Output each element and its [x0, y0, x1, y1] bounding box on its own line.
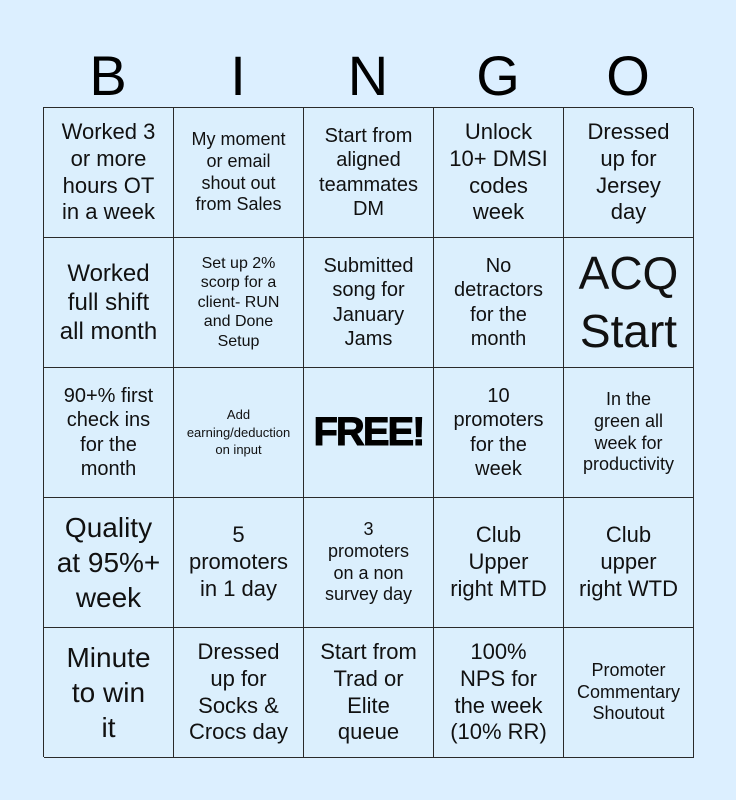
- bingo-cell-r5-c4[interactable]: 100% NPS for the week (10% RR): [434, 628, 564, 758]
- bingo-cell-r2-c2[interactable]: Set up 2% scorp for a client- RUN and Done Setup: [174, 238, 304, 368]
- header-letter-o: O: [606, 44, 650, 107]
- header-letter-i: I: [230, 44, 246, 107]
- header-letter-g: G: [476, 44, 520, 107]
- bingo-cell-r3-c1[interactable]: 90+% first check ins for the month: [44, 368, 174, 498]
- bingo-cell-r4-c1[interactable]: Quality at 95%+ week: [44, 498, 174, 628]
- free-space[interactable]: FREE!: [304, 368, 434, 498]
- bingo-cell-r1-c1[interactable]: Worked 3 or more hours OT in a week: [44, 108, 174, 238]
- bingo-cell-r1-c4[interactable]: Unlock 10+ DMSI codes week: [434, 108, 564, 238]
- bingo-cell-r1-c2[interactable]: My moment or email shout out from Sales: [174, 108, 304, 238]
- bingo-cell-r3-c5[interactable]: In the green all week for productivity: [564, 368, 694, 498]
- bingo-cell-r4-c2[interactable]: 5 promoters in 1 day: [174, 498, 304, 628]
- bingo-cell-r3-c4[interactable]: 10 promoters for the week: [434, 368, 564, 498]
- bingo-cell-r3-c2[interactable]: Add earning/deduction on input: [174, 368, 304, 498]
- bingo-cell-r1-c5[interactable]: Dressed up for Jersey day: [564, 108, 694, 238]
- bingo-cell-r5-c3[interactable]: Start from Trad or Elite queue: [304, 628, 434, 758]
- bingo-cell-r5-c1[interactable]: Minute to win it: [44, 628, 174, 758]
- header-letter-b: B: [89, 44, 127, 107]
- bingo-cell-r2-c5[interactable]: ACQ Start: [564, 238, 694, 368]
- header-letter-n: N: [347, 44, 389, 107]
- bingo-cell-r4-c4[interactable]: Club Upper right MTD: [434, 498, 564, 628]
- bingo-cell-r5-c5[interactable]: Promoter Commentary Shoutout: [564, 628, 694, 758]
- bingo-cell-r5-c2[interactable]: Dressed up for Socks & Crocs day: [174, 628, 304, 758]
- bingo-cell-r2-c1[interactable]: Worked full shift all month: [44, 238, 174, 368]
- bingo-cell-r4-c3[interactable]: 3 promoters on a non survey day: [304, 498, 434, 628]
- bingo-cell-r1-c3[interactable]: Start from aligned teammates DM: [304, 108, 434, 238]
- bingo-cell-r4-c5[interactable]: Club upper right WTD: [564, 498, 694, 628]
- bingo-board: [43, 107, 693, 757]
- bingo-header: [43, 45, 693, 107]
- bingo-cell-r2-c3[interactable]: Submitted song for January Jams: [304, 238, 434, 368]
- bingo-cell-r2-c4[interactable]: No detractors for the month: [434, 238, 564, 368]
